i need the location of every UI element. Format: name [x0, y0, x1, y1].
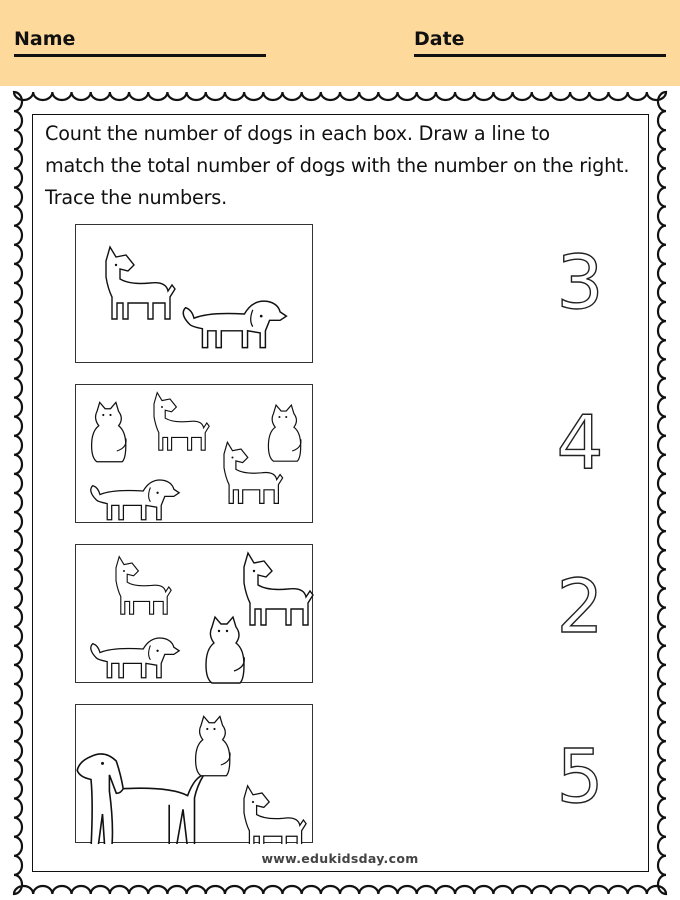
dog-1-2: [183, 301, 286, 347]
dog-2-2: [154, 393, 209, 451]
dog-4-2: [196, 716, 230, 775]
name-label: Name: [14, 28, 76, 50]
trace-number-3[interactable]: 2: [556, 564, 604, 650]
website-url: www.edukidsday.com: [261, 851, 419, 866]
dog-box-1[interactable]: [75, 224, 313, 363]
date-field-line[interactable]: [414, 54, 666, 57]
trace-number-1[interactable]: 3: [556, 240, 604, 326]
dog-2-1: [92, 402, 126, 461]
dog-2-3: [268, 405, 301, 461]
trace-number-4[interactable]: 5: [556, 734, 604, 820]
dog-box-4[interactable]: [75, 704, 313, 843]
dog-box-1-drawing: [76, 225, 314, 364]
instruction-line-2: match the total number of dogs with the number on the right.: [45, 154, 630, 177]
name-field-line[interactable]: [14, 54, 266, 57]
dog-3-3: [91, 638, 179, 678]
dog-1-1: [106, 247, 175, 319]
dog-2-4: [91, 480, 179, 520]
name-date-header: [0, 0, 680, 86]
dog-4-1: [77, 754, 204, 844]
dog-4-3: [244, 786, 306, 844]
instruction-line-1: Count the number of dogs in each box. Draw a line to: [45, 122, 550, 145]
date-label: Date: [414, 28, 465, 50]
dog-3-2: [244, 553, 313, 625]
trace-number-2[interactable]: 4: [556, 400, 604, 486]
dog-box-3[interactable]: [75, 544, 313, 683]
instructions: [45, 118, 647, 214]
dog-box-2-drawing: [76, 385, 314, 524]
dog-3-4: [206, 617, 244, 683]
dog-box-2[interactable]: [75, 384, 313, 523]
dog-box-3-drawing: [76, 545, 314, 684]
dog-box-4-drawing: [76, 705, 314, 844]
instruction-line-3: Trace the numbers.: [45, 186, 227, 209]
dog-3-1: [116, 557, 171, 615]
